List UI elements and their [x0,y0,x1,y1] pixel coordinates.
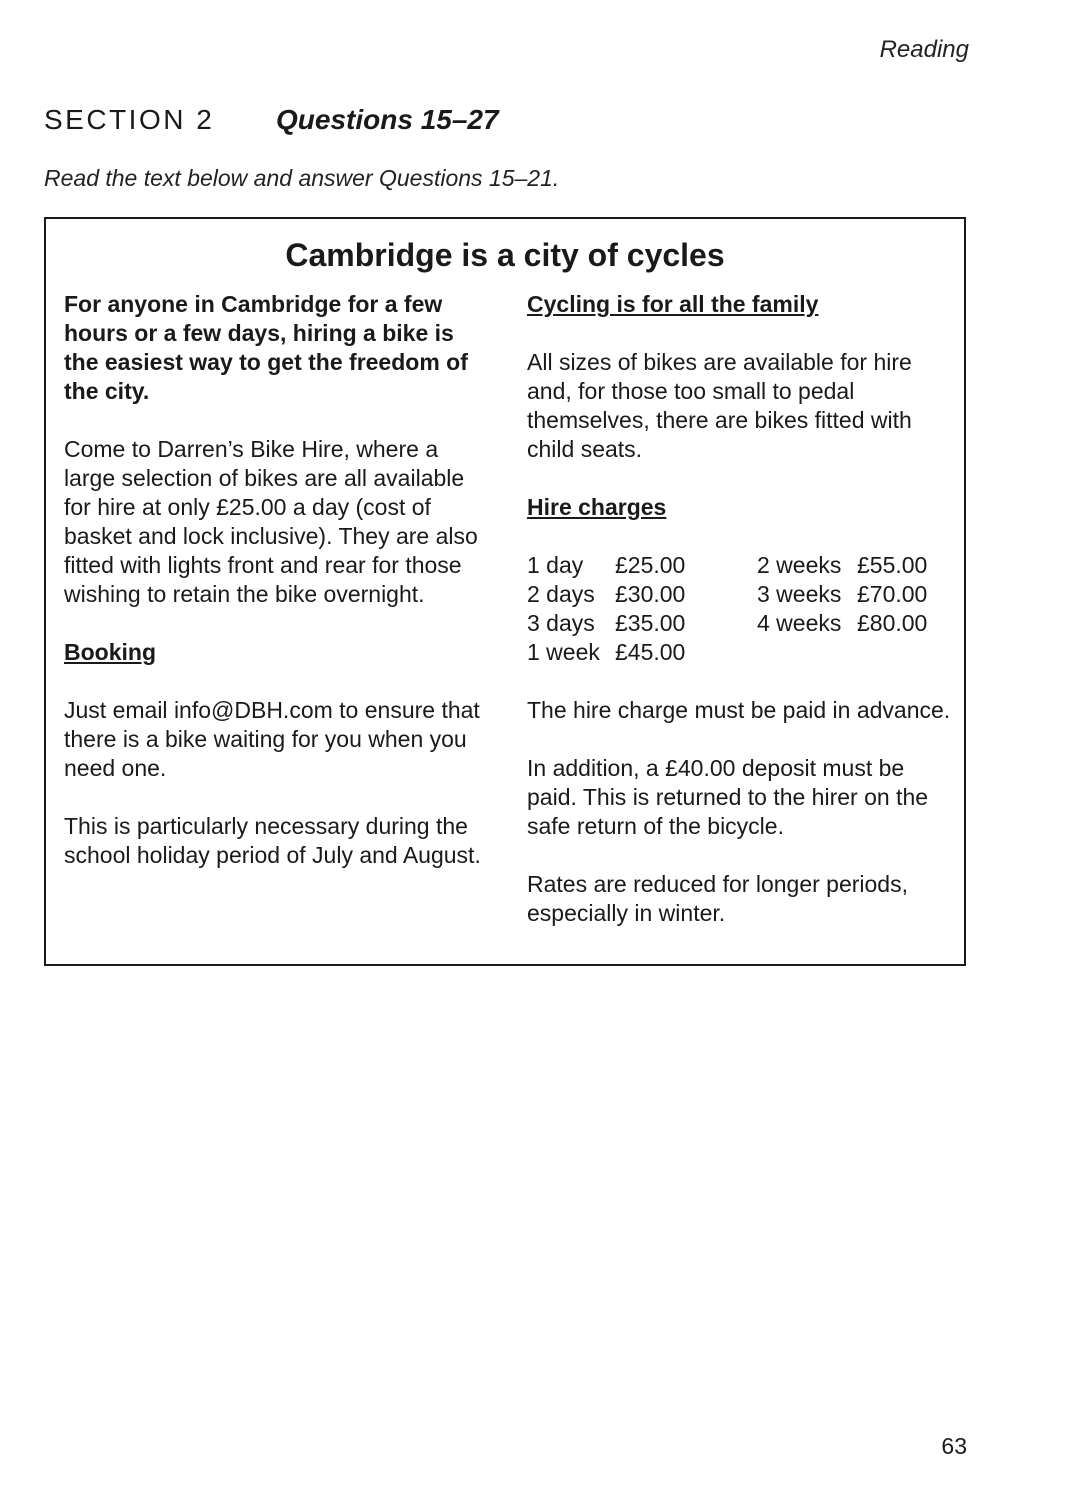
charge-row [527,638,757,667]
advance-paragraph: The hire charge must be paid in advance. [527,697,951,723]
charge-period: 2 weeks [757,552,842,578]
charge-price: £25.00 [615,552,686,578]
charge-price: £80.00 [857,610,928,636]
charge-row [757,551,927,580]
booking-text-pre: Just email [64,697,174,723]
family-paragraph: All sizes of bikes are available for hire and, for those too small to pedal themselves, there are bikes fitted with child seats. [527,349,912,462]
page-number: 63 [941,1433,967,1459]
instruction: Read the text below and answer Questions 15–21. [44,165,560,191]
charge-period: 1 day [527,552,584,578]
booking-text-post: to ensure that there is a bike waiting for you when you need one. [64,697,480,781]
charges-heading: Hire charges [527,494,667,520]
charge-row [527,609,757,638]
right-column [527,290,952,957]
charge-period: 3 days [527,610,595,636]
charge-row [527,551,757,580]
charge-period: 3 weeks [757,581,842,607]
charges-short-column [527,551,757,667]
charge-price: £55.00 [857,552,928,578]
charge-row [757,580,927,609]
hire-charges-table [527,551,952,667]
section-questions: Questions 15–27 [276,104,499,135]
charge-row [527,580,757,609]
running-head: Reading [879,36,969,63]
charge-price: £45.00 [615,639,686,665]
family-heading: Cycling is for all the family [527,291,819,317]
charge-period: 2 days [527,581,595,607]
charge-period: 1 week [527,639,600,665]
booking-email-link[interactable]: info@DBH.com [173,697,333,723]
charge-price: £30.00 [615,581,686,607]
charges-long-column [757,551,927,667]
darrens-paragraph: Come to Darren’s Bike Hire, where a large selection of bikes are all available for hire at only £25.00 a day (cost of basket and lock inclusive). They are also fitted with lights front and rear for those wishing to retain the bike overnight. [64,436,478,607]
intro-paragraph: For anyone in Cambridge for a few hours or a few days, hiring a bike is the easiest way to get the freedom of the city. [64,291,468,404]
charge-period: 4 weeks [757,610,842,636]
booking-paragraph [64,696,484,783]
left-column [64,290,484,899]
booking-heading: Booking [64,639,156,665]
section-heading [44,104,499,136]
charge-row [757,609,927,638]
box-title: Cambridge is a city of cycles [285,237,725,273]
section-label: SECTION 2 [44,104,215,135]
holiday-paragraph: This is particularly necessary during the school holiday period of July and August. [64,813,481,868]
charge-price: £70.00 [857,581,928,607]
reading-text-box [44,217,966,966]
charge-price: £35.00 [615,610,686,636]
rates-paragraph: Rates are reduced for longer periods, especially in winter. [527,871,908,926]
deposit-paragraph: In addition, a £40.00 deposit must be paid. This is returned to the hirer on the safe return of the bicycle. [527,755,929,839]
